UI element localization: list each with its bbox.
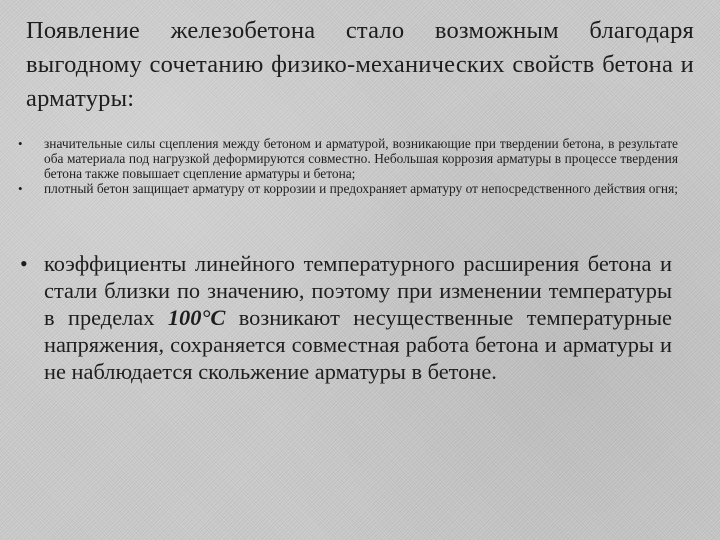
bullet-text: значительные силы сцепления между бетоном и арматурой, возникающие при твердении бетона, в результате оба материала под нагрузкой деформируются совместно. Небольшая коррозия арматуры в процессе твердения бетона также повышает сцепление арматуры и бетона;: [44, 136, 678, 181]
small-bullet-list: [18, 136, 678, 196]
bullet-text: плотный бетон защищает арматуру от коррозии и предохраняет арматуру от непосредственного действия огня;: [44, 181, 678, 196]
bullet-icon: •: [18, 136, 23, 151]
list-item: [20, 250, 672, 385]
temperature-value: 100°С: [167, 305, 226, 330]
bullet-icon: •: [20, 251, 28, 276]
slide-heading: Появление железобетона стало возможным благодаря выгодному сочетанию физико-механических свойств бетона и арматуры:: [26, 17, 694, 112]
bullet-text-end: возникают несущественные температурные напряжения, сохраняется совместная работа бетона и арматуры и не наблюдается скольжение арматуры в бетоне.: [44, 305, 672, 384]
list-item: [18, 181, 678, 196]
list-item: [18, 136, 678, 181]
bullet-icon: •: [18, 181, 23, 196]
bullet-text-start: коэффициенты линейного температурного расширения бетона и стали близки по значению, поэтому при изменении температуры в пределах: [44, 251, 672, 330]
large-bullet-list: [20, 250, 672, 385]
